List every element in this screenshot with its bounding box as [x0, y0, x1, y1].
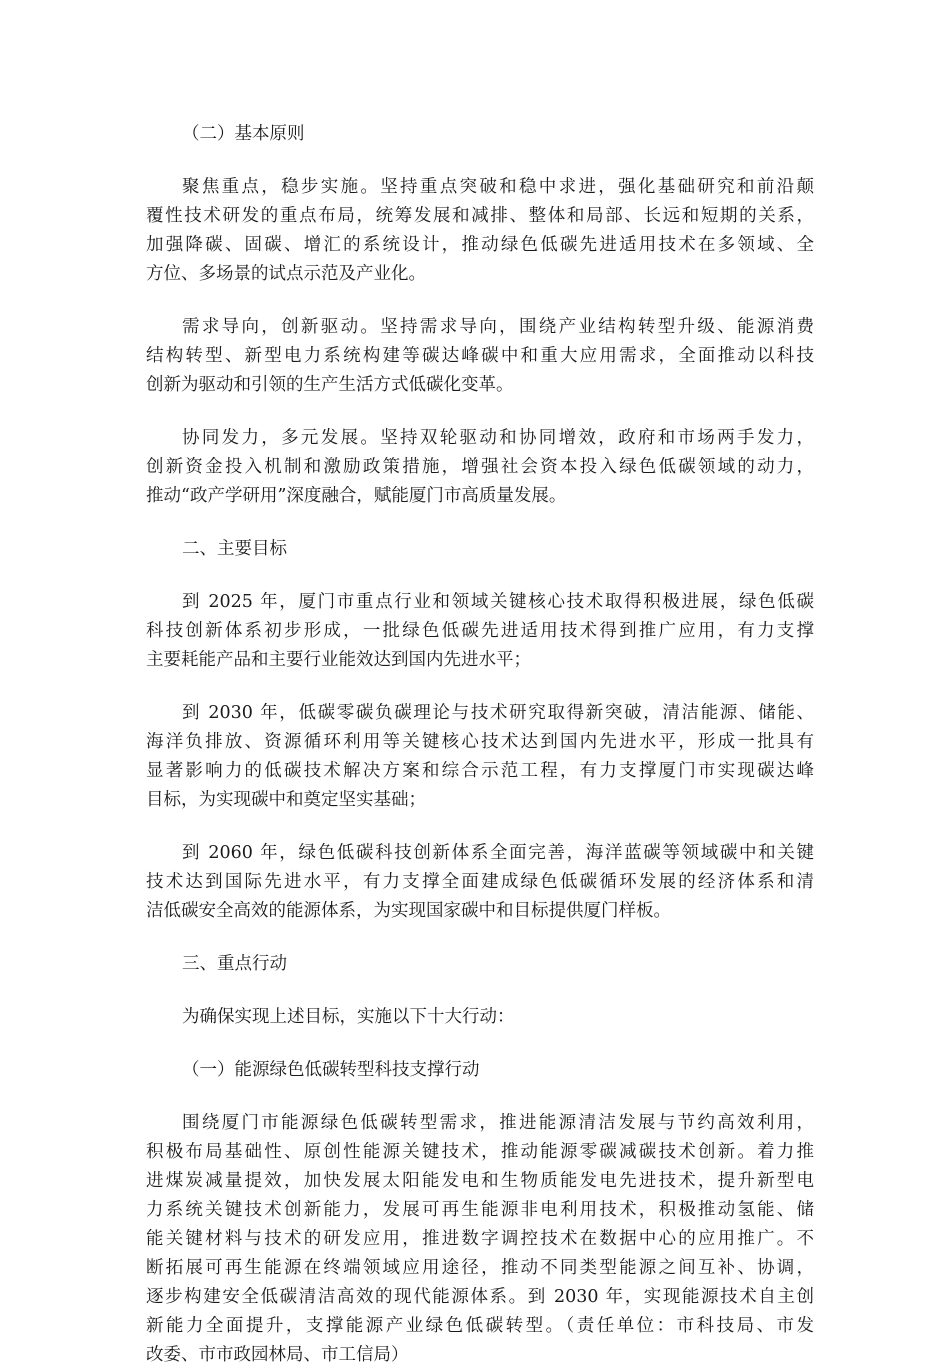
- paragraph-goal-2060: [146, 839, 814, 926]
- paragraph-line: 断拓展可再生能源在终端领域应用途径，推动不同类型能源之间互补、协调，: [146, 1258, 814, 1278]
- paragraph-line: 创新为驱动和引领的生产生活方式低碳化变革。: [146, 375, 514, 395]
- paragraph-energy-transition: [146, 1109, 814, 1370]
- paragraph-line: 主要耗能产品和主要行业能效达到国内先进水平；: [146, 650, 531, 670]
- section-heading-energy-transition: （一）能源绿色低碳转型科技支撑行动: [182, 1060, 480, 1080]
- paragraph-line: 到 2060 年，绿色低碳科技创新体系全面完善，海洋蓝碳等领域碳中和关键: [182, 843, 814, 863]
- paragraph-line: 目标，为实现碳中和奠定坚实基础；: [146, 790, 426, 810]
- paragraph-demand-oriented: [146, 313, 814, 400]
- paragraph-line: 进煤炭减量提效，加快发展太阳能发电和生物质能发电先进技术，提升新型电: [146, 1171, 814, 1191]
- paragraph-line: 需求导向，创新驱动。坚持需求导向，围绕产业结构转型升级、能源消费: [182, 317, 814, 337]
- section-heading-basic-principles: （二）基本原则: [182, 124, 305, 144]
- paragraph-line: 显著影响力的低碳技术解决方案和综合示范工程，有力支撑厦门市实现碳达峰: [146, 761, 814, 781]
- document-page: [146, 120, 814, 1370]
- paragraph-line: 力系统关键技术创新能力，发展可再生能源非电利用技术，积极推动氢能、储: [146, 1200, 814, 1220]
- paragraph-line: 海洋负排放、资源循环利用等关键核心技术达到国内先进水平，形成一批具有: [146, 732, 814, 752]
- paragraph-line: 为确保实现上述目标，实施以下十大行动：: [182, 1007, 515, 1027]
- paragraph-focus-priorities: [146, 173, 814, 289]
- paragraph-line: 推动“政产学研用”深度融合，赋能厦门市高质量发展。: [146, 486, 567, 506]
- paragraph-line: 逐步构建安全低碳清洁高效的现代能源体系。到 2030 年，实现能源技术自主创: [146, 1287, 814, 1307]
- paragraph-line: 结构转型、新型电力系统构建等碳达峰碳中和重大应用需求，全面推动以科技: [146, 346, 814, 366]
- paragraph-line: 方位、多场景的试点示范及产业化。: [146, 264, 426, 284]
- section-heading-main-goals: 二、主要目标: [182, 539, 287, 559]
- paragraph-line: 协同发力，多元发展。坚持双轮驱动和协同增效，政府和市场两手发力，: [182, 428, 814, 448]
- section-heading-key-actions: 三、重点行动: [182, 954, 287, 974]
- paragraph-line: 聚焦重点，稳步实施。坚持重点突破和稳中求进，强化基础研究和前沿颠: [182, 177, 814, 197]
- paragraph-goal-2025: [146, 588, 814, 675]
- paragraph-line: 加强降碳、固碳、增汇的系统设计，推动绿色低碳先进适用技术在多领域、全: [146, 235, 814, 255]
- paragraph-goal-2030: [146, 699, 814, 815]
- paragraph-line: 创新资金投入机制和激励政策措施，增强社会资本投入绿色低碳领域的动力，: [146, 457, 814, 477]
- paragraph-collaboration: [146, 424, 814, 511]
- paragraph-line: 到 2025 年，厦门市重点行业和领域关键核心技术取得积极进展，绿色低碳: [182, 592, 814, 612]
- paragraph-line: 技术达到国际先进水平，有力支撑全面建成绿色低碳循环发展的经济体系和清: [146, 872, 814, 892]
- paragraph-line: 能关键材料与技术的研发应用，推进数字调控技术在数据中心的应用推广。不: [146, 1229, 814, 1249]
- paragraph-line: 到 2030 年，低碳零碳负碳理论与技术研究取得新突破，清洁能源、储能、: [182, 703, 814, 723]
- paragraph-ten-actions-intro: [146, 1003, 814, 1032]
- paragraph-line: 科技创新体系初步形成，一批绿色低碳先进适用技术得到推广应用，有力支撑: [146, 621, 814, 641]
- paragraph-line: 围绕厦门市能源绿色低碳转型需求，推进能源清洁发展与节约高效利用，: [182, 1113, 814, 1133]
- paragraph-line: 覆性技术研发的重点布局，统筹发展和减排、整体和局部、长远和短期的关系，: [146, 206, 814, 226]
- paragraph-line: 积极布局基础性、原创性能源关键技术，推动能源零碳减碳技术创新。着力推: [146, 1142, 814, 1162]
- paragraph-line: 洁低碳安全高效的能源体系，为实现国家碳中和目标提供厦门样板。: [146, 901, 671, 921]
- paragraph-line: 改委、市市政园林局、市工信局）: [146, 1345, 409, 1365]
- paragraph-line: 新能力全面提升，支撑能源产业绿色低碳转型。（责任单位：市科技局、市发: [146, 1316, 814, 1336]
